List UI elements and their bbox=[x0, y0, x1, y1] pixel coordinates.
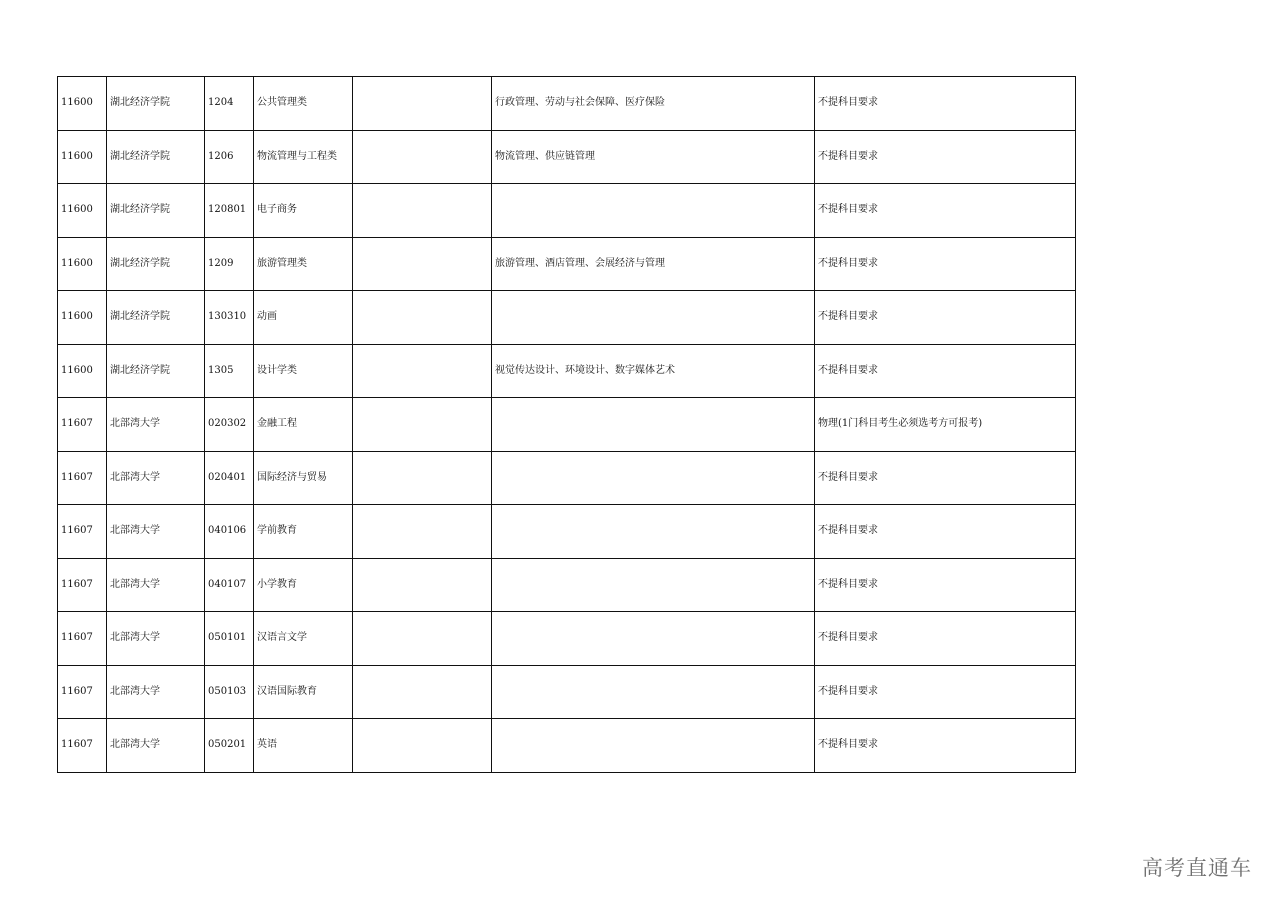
note-cell bbox=[353, 719, 492, 773]
major-code-cell: 050101 bbox=[205, 612, 254, 666]
included-majors-cell bbox=[492, 665, 815, 719]
table-row bbox=[58, 505, 1076, 559]
included-majors-cell bbox=[492, 451, 815, 505]
table-row bbox=[58, 719, 1076, 773]
major-name-cell: 公共管理类 bbox=[254, 77, 353, 131]
school-code-cell: 11607 bbox=[58, 398, 107, 452]
school-name-cell: 湖北经济学院 bbox=[107, 344, 205, 398]
school-name-cell: 北部湾大学 bbox=[107, 398, 205, 452]
watermark-text: 高考直通车 bbox=[1142, 856, 1252, 880]
major-name-cell: 动画 bbox=[254, 291, 353, 345]
school-code-cell: 11607 bbox=[58, 505, 107, 559]
school-code-cell: 11607 bbox=[58, 665, 107, 719]
table-row bbox=[58, 291, 1076, 345]
school-code-cell: 11600 bbox=[58, 130, 107, 184]
school-code-cell: 11607 bbox=[58, 451, 107, 505]
note-cell bbox=[353, 237, 492, 291]
school-code-cell: 11607 bbox=[58, 612, 107, 666]
major-name-cell: 英语 bbox=[254, 719, 353, 773]
school-name-cell: 湖北经济学院 bbox=[107, 184, 205, 238]
major-name-cell: 旅游管理类 bbox=[254, 237, 353, 291]
subject-requirement-cell: 不提科目要求 bbox=[815, 77, 1076, 131]
school-code-cell: 11600 bbox=[58, 344, 107, 398]
school-name-cell: 北部湾大学 bbox=[107, 665, 205, 719]
included-majors-cell bbox=[492, 612, 815, 666]
major-name-cell: 设计学类 bbox=[254, 344, 353, 398]
table-row bbox=[58, 398, 1076, 452]
major-name-cell: 汉语国际教育 bbox=[254, 665, 353, 719]
subject-requirement-cell: 物理(1门科目考生必须选考方可报考) bbox=[815, 398, 1076, 452]
school-name-cell: 北部湾大学 bbox=[107, 612, 205, 666]
school-name-cell: 湖北经济学院 bbox=[107, 237, 205, 291]
major-code-cell: 1204 bbox=[205, 77, 254, 131]
note-cell bbox=[353, 184, 492, 238]
included-majors-cell: 行政管理、劳动与社会保障、医疗保险 bbox=[492, 77, 815, 131]
note-cell bbox=[353, 612, 492, 666]
major-name-cell: 金融工程 bbox=[254, 398, 353, 452]
subject-requirement-cell: 不提科目要求 bbox=[815, 612, 1076, 666]
table-row bbox=[58, 558, 1076, 612]
table-row bbox=[58, 451, 1076, 505]
note-cell bbox=[353, 558, 492, 612]
school-name-cell: 北部湾大学 bbox=[107, 505, 205, 559]
table-row bbox=[58, 184, 1076, 238]
major-name-cell: 汉语言文学 bbox=[254, 612, 353, 666]
school-code-cell: 11607 bbox=[58, 558, 107, 612]
included-majors-cell: 视觉传达设计、环境设计、数字媒体艺术 bbox=[492, 344, 815, 398]
included-majors-cell bbox=[492, 558, 815, 612]
note-cell bbox=[353, 505, 492, 559]
major-code-cell: 020302 bbox=[205, 398, 254, 452]
major-name-cell: 电子商务 bbox=[254, 184, 353, 238]
subject-requirement-cell: 不提科目要求 bbox=[815, 665, 1076, 719]
major-code-cell: 1206 bbox=[205, 130, 254, 184]
table-row bbox=[58, 237, 1076, 291]
school-name-cell: 湖北经济学院 bbox=[107, 77, 205, 131]
included-majors-cell bbox=[492, 398, 815, 452]
major-code-cell: 120801 bbox=[205, 184, 254, 238]
school-code-cell: 11607 bbox=[58, 719, 107, 773]
table-row bbox=[58, 130, 1076, 184]
school-code-cell: 11600 bbox=[58, 291, 107, 345]
major-code-cell: 020401 bbox=[205, 451, 254, 505]
major-code-cell: 050103 bbox=[205, 665, 254, 719]
major-code-cell: 130310 bbox=[205, 291, 254, 345]
table-row bbox=[58, 344, 1076, 398]
school-name-cell: 北部湾大学 bbox=[107, 719, 205, 773]
included-majors-cell: 物流管理、供应链管理 bbox=[492, 130, 815, 184]
subject-requirement-cell: 不提科目要求 bbox=[815, 451, 1076, 505]
school-name-cell: 湖北经济学院 bbox=[107, 130, 205, 184]
note-cell bbox=[353, 77, 492, 131]
school-code-cell: 11600 bbox=[58, 184, 107, 238]
included-majors-cell: 旅游管理、酒店管理、会展经济与管理 bbox=[492, 237, 815, 291]
major-name-cell: 物流管理与工程类 bbox=[254, 130, 353, 184]
subject-requirement-cell: 不提科目要求 bbox=[815, 184, 1076, 238]
included-majors-cell bbox=[492, 505, 815, 559]
subject-requirement-cell: 不提科目要求 bbox=[815, 505, 1076, 559]
school-name-cell: 北部湾大学 bbox=[107, 451, 205, 505]
major-code-cell: 050201 bbox=[205, 719, 254, 773]
note-cell bbox=[353, 451, 492, 505]
note-cell bbox=[353, 130, 492, 184]
table-row bbox=[58, 77, 1076, 131]
note-cell bbox=[353, 665, 492, 719]
school-name-cell: 北部湾大学 bbox=[107, 558, 205, 612]
table-body bbox=[58, 77, 1076, 773]
major-name-cell: 学前教育 bbox=[254, 505, 353, 559]
major-code-cell: 040106 bbox=[205, 505, 254, 559]
subject-requirements-table bbox=[57, 76, 1076, 773]
major-code-cell: 1305 bbox=[205, 344, 254, 398]
subject-requirement-cell: 不提科目要求 bbox=[815, 291, 1076, 345]
subject-requirement-cell: 不提科目要求 bbox=[815, 558, 1076, 612]
major-code-cell: 040107 bbox=[205, 558, 254, 612]
table-row bbox=[58, 665, 1076, 719]
school-code-cell: 11600 bbox=[58, 237, 107, 291]
note-cell bbox=[353, 398, 492, 452]
school-name-cell: 湖北经济学院 bbox=[107, 291, 205, 345]
table-row bbox=[58, 612, 1076, 666]
note-cell bbox=[353, 344, 492, 398]
subject-requirement-cell: 不提科目要求 bbox=[815, 719, 1076, 773]
included-majors-cell bbox=[492, 291, 815, 345]
school-code-cell: 11600 bbox=[58, 77, 107, 131]
major-code-cell: 1209 bbox=[205, 237, 254, 291]
included-majors-cell bbox=[492, 184, 815, 238]
major-name-cell: 小学教育 bbox=[254, 558, 353, 612]
note-cell bbox=[353, 291, 492, 345]
subject-requirement-cell: 不提科目要求 bbox=[815, 237, 1076, 291]
subject-requirement-cell: 不提科目要求 bbox=[815, 344, 1076, 398]
major-name-cell: 国际经济与贸易 bbox=[254, 451, 353, 505]
subject-requirement-cell: 不提科目要求 bbox=[815, 130, 1076, 184]
included-majors-cell bbox=[492, 719, 815, 773]
